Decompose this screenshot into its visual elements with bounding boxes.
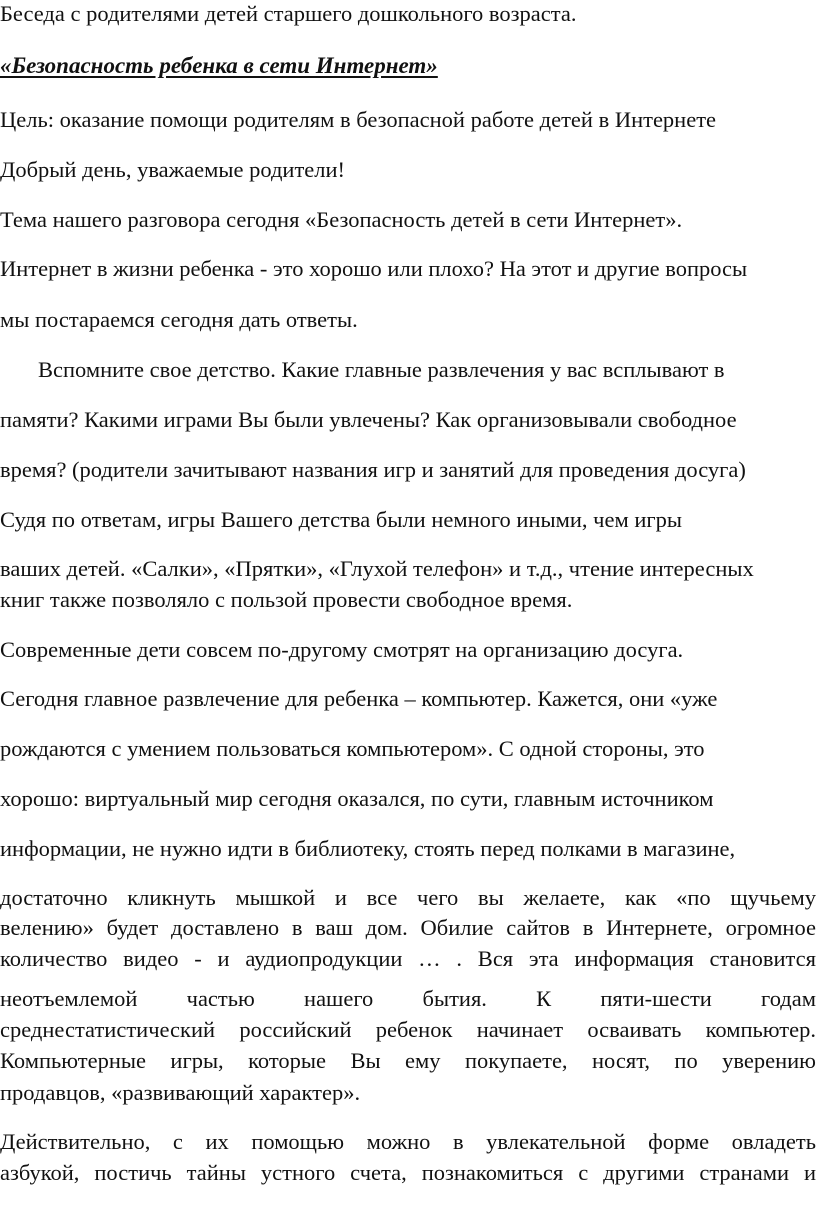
text-line: неотъемлемой частью нашего бытия. К пяти-шести годам [0,986,816,1011]
text-line: Сегодня главное развлечение для ребенка – компьютер. Кажется, они «уже [0,686,718,711]
text-line: Современные дети совсем по-другому смотрят на организацию досуга. [0,637,684,662]
text-line: ваших детей. «Салки», «Прятки», «Глухой телефон» и т.д., чтение интересных [0,556,754,581]
text-line: Тема нашего разговора сегодня «Безопасность детей в сети Интернет». [0,207,683,232]
text-line: среднестатистический российский ребенок начинает осваивать компьютер. [0,1017,816,1042]
text-line: Интернет в жизни ребенка - это хорошо или плохо? На этот и другие вопросы [0,256,748,281]
text-line: мы постараемся сегодня дать ответы. [0,307,358,332]
text-line: памяти? Какими играми Вы были увлечены? Как организовывали свободное [0,407,737,432]
text-line: Вспомните свое детство. Какие главные развлечения у вас всплывают в [38,357,725,382]
text-line: достаточно кликнуть мышкой и все чего вы желаете, как «по щучьему [0,885,816,910]
text-line: азбукой, постичь тайны устного счета, познакомиться с другими странами и [0,1160,816,1185]
text-line: велению» будет доставлено в ваш дом. Обилие сайтов в Интернете, огромное [0,915,816,940]
heading: Беседа с родителями детей старшего дошкольного возраста. [0,1,577,26]
text-line: продавцов, «развивающий характер». [0,1080,361,1105]
text-line: Судя по ответам, игры Вашего детства были немного иными, чем игры [0,507,682,532]
text-line: Компьютерные игры, которые Вы ему покупаете, носят, по уверению [0,1048,816,1073]
text-line: рождаются с умением пользоваться компьютером». С одной стороны, это [0,736,705,761]
text-line: Добрый день, уважаемые родители! [0,157,346,182]
text-line: Действительно, с их помощью можно в увлекательной форме овладеть [0,1129,816,1154]
text-line: хорошо: виртуальный мир сегодня оказался, по сути, главным источником [0,786,714,811]
text-line: количество видео - и аудиопродукции … . Вся эта информация становится [0,946,816,971]
text-line: информации, не нужно идти в библиотеку, стоять перед полками в магазине, [0,836,736,861]
text-line: Цель: оказание помощи родителям в безопасной работе детей в Интернете [0,107,717,132]
text-line: время? (родители зачитывают названия игр и занятий для проведения досуга) [0,457,746,482]
document-title: «Безопасность ребенка в сети Интернет» [0,53,438,78]
text-line: книг также позволяло с пользой провести свободное время. [0,587,573,612]
